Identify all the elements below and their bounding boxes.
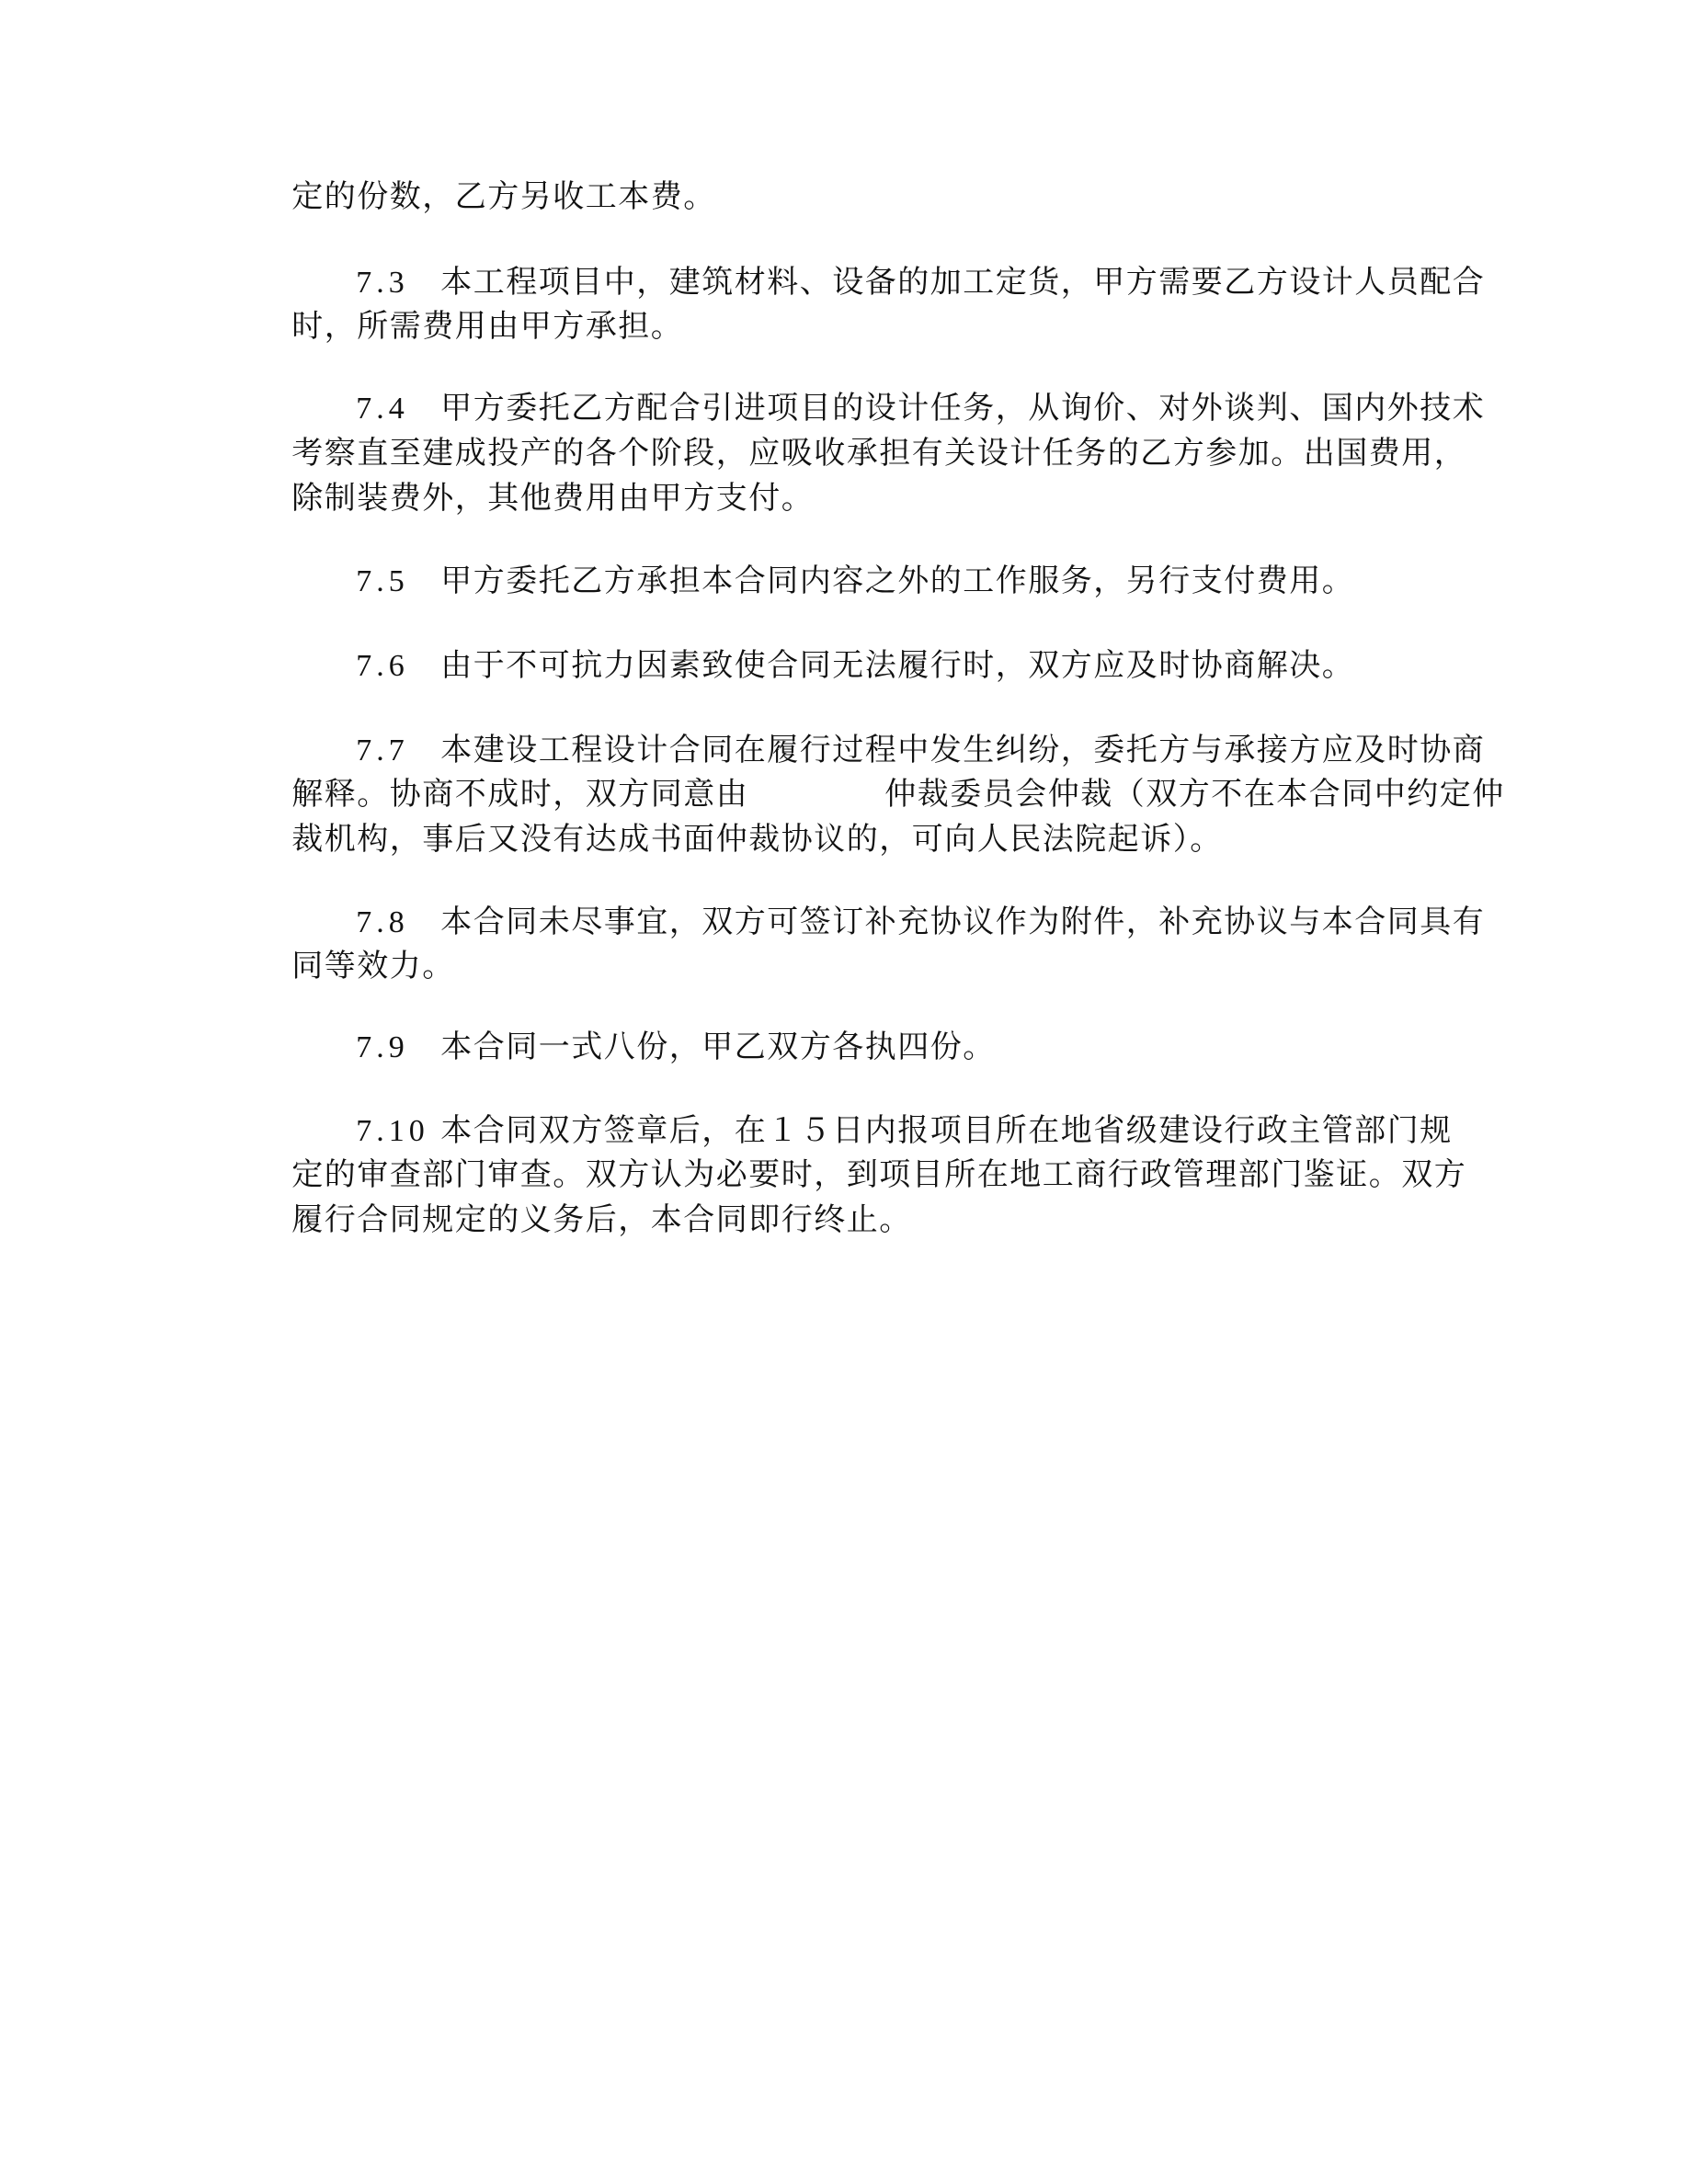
clause-7-9-line-1 <box>311 970 1442 1065</box>
line-text: 本合同一式八份，甲乙双方各执四份。 <box>440 1029 996 1065</box>
line-text: 仲裁委员会仲裁（双方不在本合同中约定仲 <box>884 776 1505 813</box>
clause-7-5-line-1 <box>311 504 1442 599</box>
clause-7-6-line-1 <box>311 588 1442 684</box>
line-text: 甲方委托乙方承担本合同内容之外的工作服务，另行支付费用。 <box>440 563 1355 599</box>
clause-7-4-line-3 <box>246 421 1442 517</box>
clause-7-10-line-3 <box>246 1143 1442 1238</box>
clause-7-3-line-2 <box>246 249 1442 345</box>
clause-7-4-line-2 <box>246 376 1467 472</box>
line-text: 解释。协商不成时，双方同意由 <box>291 776 749 813</box>
clause-number: 7.9 <box>356 1030 409 1064</box>
line-text: 本合同双方签章后，在１５日内报项目所在地省级建设行政主管部门规 <box>440 1112 1453 1149</box>
line-text: 裁机构，事后又没有达成书面仲裁协议的，可向人民法院起诉）。 <box>291 821 1223 858</box>
clause-number: 7.4 <box>356 392 409 426</box>
line-text: 本工程项目中，建筑材料、设备的加工定货，甲方需要乙方设计人员配合 <box>440 264 1486 301</box>
line-text: 履行合同规定的义务后，本合同即行终止。 <box>291 1201 912 1238</box>
line-text: 时，所需费用由甲方承担。 <box>291 308 684 345</box>
clause-7-7-line-3 <box>246 762 1442 858</box>
clause-number: 7.3 <box>356 266 409 300</box>
line-text: 由于不可抗力因素致使合同无法履行时，双方应及时协商解决。 <box>440 647 1355 684</box>
line-text: 同等效力。 <box>291 948 455 984</box>
line-text: 考察直至建成投产的各个阶段，应吸收承担有关设计任务的乙方参加。出国费用， <box>291 435 1467 472</box>
text-line <box>246 119 1442 215</box>
clause-number: 7.8 <box>356 905 409 939</box>
clause-number: 7.5 <box>356 564 409 598</box>
line-text: 本合同未尽事宜，双方可签订补充协议作为附件，补充协议与本合同具有 <box>440 904 1486 940</box>
clause-number: 7.7 <box>356 734 409 768</box>
clause-number: 7.6 <box>356 649 409 683</box>
clause-7-8-line-2 <box>246 889 1442 984</box>
line-text: 除制装费外，其他费用由甲方支付。 <box>291 480 815 517</box>
clause-7-7-line-2 <box>246 717 1505 813</box>
clause-number: 7.10 <box>356 1114 429 1148</box>
line-text: 定的份数，乙方另收工本费。 <box>291 178 716 215</box>
line-text: 甲方委托乙方配合引进项目的设计任务，从询价、对外谈判、国内外技术 <box>440 390 1486 427</box>
clause-7-4-line-1 <box>311 331 1486 427</box>
line-text: 定的审查部门审查。双方认为必要时，到项目所在地工商行政管理部门鉴证。双方 <box>291 1156 1467 1193</box>
line-text: 本建设工程设计合同在履行过程中发生纠纷，委托方与承接方应及时协商 <box>440 732 1486 768</box>
clause-7-10-line-2 <box>246 1098 1467 1193</box>
